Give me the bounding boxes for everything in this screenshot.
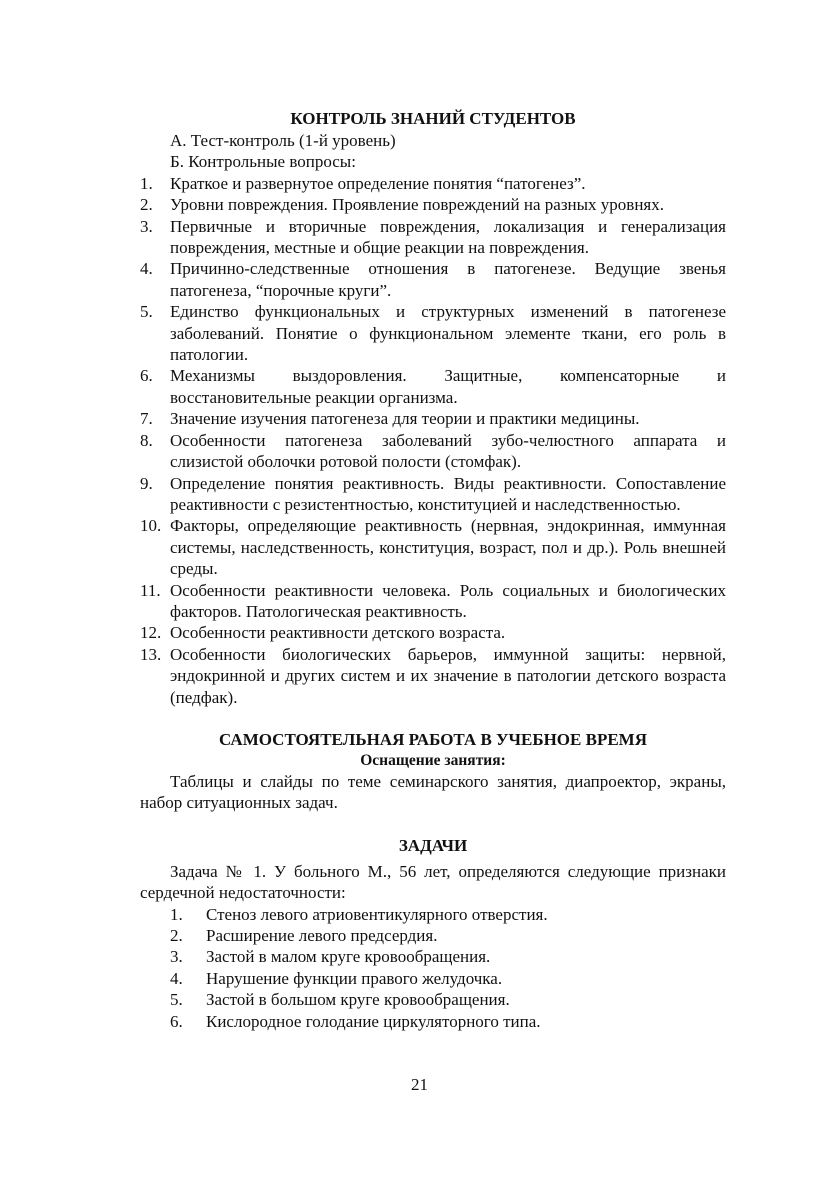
list-item-text: Расширение левого предсердия. bbox=[206, 926, 438, 945]
list-item-text: Застой в большом круге кровообращения. bbox=[206, 990, 510, 1010]
list-item bbox=[140, 904, 726, 925]
list-item bbox=[140, 301, 726, 365]
spacer bbox=[140, 708, 726, 729]
list-item-text: Застой в малом круге кровообращения. bbox=[206, 947, 491, 967]
list-item bbox=[140, 515, 726, 579]
list-item bbox=[140, 430, 726, 473]
list-item bbox=[140, 408, 726, 429]
list-item bbox=[140, 968, 726, 989]
list-item-text: Уровни повреждения. Проявление повреждений на разных уровнях. bbox=[170, 195, 665, 215]
list-item-number: 9. bbox=[140, 473, 153, 493]
list-item bbox=[140, 473, 726, 516]
list-item bbox=[140, 365, 726, 408]
list-item-number: 7. bbox=[140, 409, 153, 429]
list-item-text: Особенности биологических барьеров, иммунной защиты: нервной, эндокринной и других систем и их значение в патологии детского возраста (педфак). bbox=[170, 644, 726, 707]
section-title-self-work: САМОСТОЯТЕЛЬНАЯ РАБОТА В УЧЕБНОЕ ВРЕМЯ bbox=[218, 729, 647, 749]
test-control-line: А. Тест-контроль (1-й уровень) bbox=[170, 131, 396, 150]
spacer bbox=[140, 814, 726, 835]
list-item-number: 5. bbox=[170, 990, 183, 1010]
list-item-text: Особенности реактивности детского возраста. bbox=[170, 623, 506, 643]
list-item bbox=[140, 925, 726, 946]
list-item-number: 3. bbox=[170, 947, 183, 967]
list-item-text: Первичные и вторичные повреждения, локализация и генерализация повреждения, местные и общие реакции на повреждения. bbox=[170, 216, 726, 258]
list-item bbox=[140, 258, 726, 301]
list-item-text: Единство функциональных и структурных изменений в патогенезе заболеваний. Понятие о функциональном элементе ткани, его роль в патологии. bbox=[170, 302, 726, 365]
control-questions-list bbox=[140, 173, 726, 708]
control-questions-line: Б. Контрольные вопросы: bbox=[170, 152, 356, 172]
list-item-number: 4. bbox=[140, 259, 153, 279]
list-item bbox=[140, 946, 726, 967]
list-item-text: Особенности реактивности человека. Роль социальных и биологических факторов. Патологическая реактивность. bbox=[170, 580, 726, 621]
section-subtitle-equipment: Оснащение занятия: bbox=[360, 751, 506, 769]
list-item-text: Определение понятия реактивность. Виды реактивности. Сопоставление реактивности с резистентностью, конституцией и наследственностью. bbox=[170, 473, 726, 514]
list-item bbox=[140, 194, 726, 215]
list-item bbox=[140, 216, 726, 259]
list-item-text: Факторы, определяющие реактивность (нервная, эндокринная, иммунная системы, наследственность, конституция, возраст, пол и др.). Роль внешней среды. bbox=[170, 516, 726, 579]
list-item-text: Кислородное голодание циркуляторного типа. bbox=[206, 1011, 541, 1031]
list-item-number: 10. bbox=[140, 516, 162, 536]
list-item-text: Краткое и развернутое определение понятия “патогенез”. bbox=[170, 173, 586, 193]
list-item bbox=[140, 989, 726, 1010]
list-item-number: 12. bbox=[140, 623, 162, 643]
task-signs-list bbox=[140, 904, 726, 1032]
list-item-number: 8. bbox=[140, 430, 153, 450]
document-page bbox=[140, 108, 726, 1032]
section-title-tasks: ЗАДАЧИ bbox=[398, 835, 468, 855]
list-item-number: 2. bbox=[140, 195, 153, 215]
equipment-paragraph: Таблицы и слайды по теме семинарского занятия, диапроектор, экраны, набор ситуационных задач. bbox=[140, 771, 726, 813]
list-item-text: Нарушение функции правого желудочка. bbox=[206, 968, 503, 988]
list-item-text: Механизмы выздоровления. Защитные, компенсаторные и восстановительные реакции организма. bbox=[170, 366, 726, 407]
list-item-number: 11. bbox=[140, 580, 161, 600]
page-number: 21 bbox=[411, 1075, 428, 1094]
list-item-number: 6. bbox=[170, 1011, 183, 1031]
list-item bbox=[140, 580, 726, 623]
list-item-number: 3. bbox=[140, 216, 153, 236]
list-item bbox=[140, 173, 726, 194]
list-item-number: 13. bbox=[140, 644, 162, 664]
list-item bbox=[140, 644, 726, 708]
list-item bbox=[140, 1011, 726, 1032]
list-item-text: Причинно-следственные отношения в патогенезе. Ведущие звенья патогенеза, “порочные круги”. bbox=[170, 259, 726, 300]
list-item-text: Стеноз левого атриовентикулярного отверстия. bbox=[206, 904, 548, 924]
list-item-number: 4. bbox=[170, 968, 183, 988]
task-intro-paragraph: Задача № 1. У больного М., 56 лет, определяются следующие признаки сердечной недостаточности: bbox=[140, 861, 726, 903]
list-item-number: 6. bbox=[140, 366, 153, 386]
list-item-text: Особенности патогенеза заболеваний зубо-челюстного аппарата и слизистой оболочки ротовой полости (стомфак). bbox=[170, 430, 726, 472]
section-title-control: КОНТРОЛЬ ЗНАНИЙ СТУДЕНТОВ bbox=[290, 109, 576, 128]
list-item-text: Значение изучения патогенеза для теории и практики медицины. bbox=[170, 409, 640, 429]
list-item bbox=[140, 622, 726, 643]
list-item-number: 1. bbox=[170, 904, 183, 924]
list-item-number: 5. bbox=[140, 302, 153, 322]
list-item-number: 2. bbox=[170, 926, 183, 945]
list-item-number: 1. bbox=[140, 173, 153, 193]
